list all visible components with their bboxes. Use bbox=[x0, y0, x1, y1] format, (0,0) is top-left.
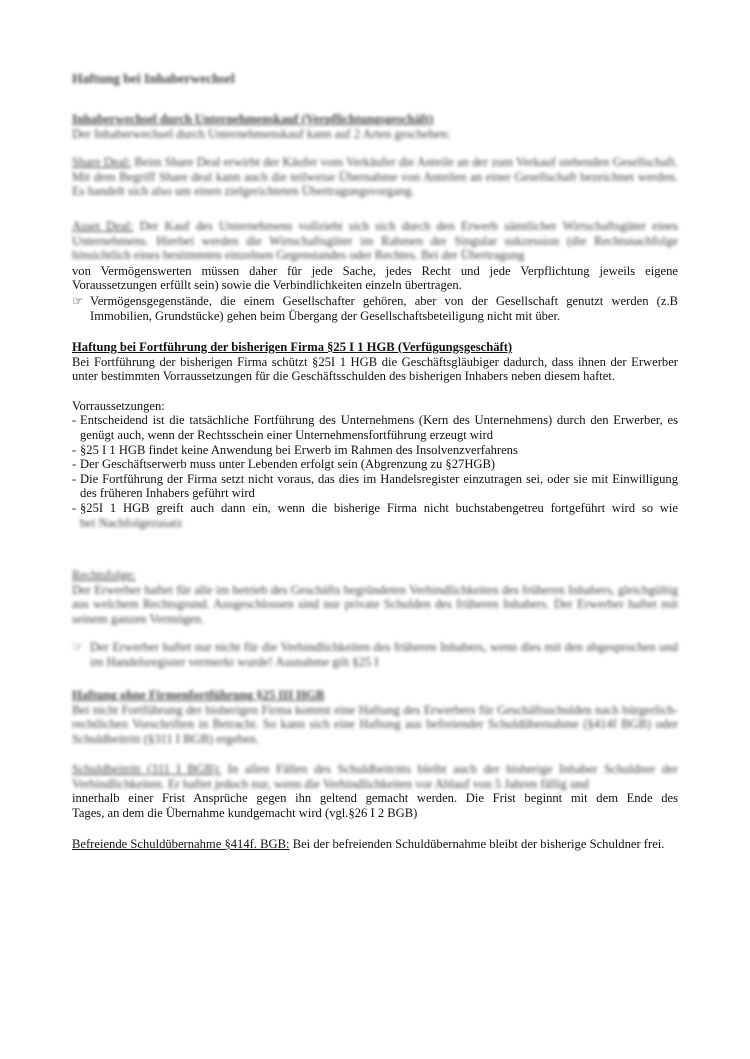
paragraph-line: Tages, an dem die Übernahme kundgemacht wird (vgl.§26 I 2 BGB) bbox=[72, 805, 418, 820]
asset-deal-paragraph bbox=[72, 219, 678, 323]
section-heading: Haftung ohne Firmenfortführung §25 III HGB bbox=[72, 688, 325, 702]
section-rechtsfolge bbox=[72, 568, 678, 670]
section-label: Rechtsfolge: bbox=[72, 568, 136, 582]
paragraph: Bei Fortführung der bisherigen Firma schützt §25I 1 HGB die Geschäftsgläubiger dadurch, dass ihnen der Erwerber unter bestimmten Vorraussetzungen für die Geschäftsschulden des bisherigen Inhabers neben diesem haftet. bbox=[72, 354, 678, 384]
term-label: Schuldbeitritt (311 I BGB): bbox=[72, 762, 221, 776]
list-item: - §25I 1 HGB greift auch dann ein, wenn die bisherige Firma nicht buchstabengetreu fortgeführt wird so wie bbox=[72, 500, 678, 515]
pointing-hand-icon: ☞ bbox=[72, 293, 84, 308]
paragraph-text: Der Kauf des Unternehmens vollzieht sich sich durch den Erwerb sämtlicher Wirtschaftsgüter eines Unternehmens. Hierbei werden die Wirtschaftsgüter im Rahmen der Singular sukzession (die Rechtsnachfolge hinsichtlich eines bestimmten einzelnen Gegenstandes oder Rechtes. Bei der Übertragung bbox=[72, 219, 679, 263]
list-item: - Die Fortführung der Firma setzt nicht voraus, das dies im Handelsregister einzutragen sei, oder sie mit Einwilligung des früheren Inhabers geführt wird bbox=[72, 471, 678, 501]
section-ohne-fortfuehrung bbox=[72, 688, 678, 746]
paragraph-line: innerhalb einer Frist Ansprüche gegen ihn geltend gemacht werden. Die Frist beginnt mit dem Ende des bbox=[72, 791, 678, 806]
schuldbeitritt-paragraph bbox=[72, 762, 678, 820]
paragraph: Der Erwerber haftet für alle im betrieb des Geschäfts begründeten Verbindlichkeiten des früheren Inhabers, gleichgültig aus welchem Rechtsgrund. Ausgeschlossen sind nur private Schulden des früheren Inhabers. Der Erwerber haftet mit seinem ganzen Vermögen. bbox=[72, 582, 678, 626]
list-item: - Entscheidend ist die tatsächliche Fortführung des Unternehmens (Kern des Unternehmens) durch den Erwerber, es genügt auch, wenn der Rechtsschein einer Unternehmensfortführung erzeugt wird bbox=[72, 413, 678, 442]
term-label: Befreiende Schuldübernahme §414f. BGB: bbox=[72, 837, 290, 851]
prereq-label: Vorraussetzungen: bbox=[72, 398, 165, 413]
paragraph-line: Voraussetzungen erfüllt sein) sowie die Verbindlichkeiten einzeln übertragen. bbox=[72, 278, 462, 293]
paragraph: Der Inhaberwechsel durch Unternehmenskauf kann auf 2 Arten geschehen: bbox=[72, 126, 451, 141]
note-item bbox=[72, 640, 678, 669]
section-heading: Inhaberwechsel durch Unternehmenskauf (Verpflichtungsgeschäft) bbox=[72, 112, 434, 126]
list-item: - Der Geschäftserwerb muss unter Lebenden erfolgt sein (Abgrenzung zu §27HGB) bbox=[72, 457, 496, 472]
note-text: Vermögensgegenstände, die einem Gesellschafter gehören, aber von der Gesellschaft genutzt werden (z.B Immobilien, Grundstücke) gehen beim Übergang der Gesellschaftsbeteiligung nicht mit über. bbox=[90, 293, 678, 323]
share-deal-paragraph bbox=[72, 155, 678, 199]
pointing-hand-icon: ☞ bbox=[72, 640, 84, 655]
term-label: Share Deal: bbox=[72, 155, 132, 169]
note-item bbox=[72, 294, 678, 323]
paragraph-text: Beim Share Deal erwirbt der Käufer vom Verkäufer die Anteile an der zum Verkauf stehenden Gesellschaft. Mit dem Begriff Share deal kann auch die teilweise Übernahme von Anteilen an einer Gesellschaft bezeichnet werden. Es handelt sich also um einen zielgerichteten Übertragungsvorgang. bbox=[72, 155, 678, 199]
paragraph-text: Bei der befreienden Schuldübernahme bleibt der bisherige Schuldner frei. bbox=[289, 837, 665, 851]
list-item: - §25 I 1 HGB findet keine Anwendung bei Erwerb im Rahmen des Insolvenzverfahrens bbox=[72, 442, 518, 457]
section-fortfuehrung bbox=[72, 340, 678, 530]
paragraph: Bei nicht Fortführung der bisherigen Firma kommt eine Haftung des Erwerbers für Geschäftsschulden nach bürgerlich-rechtlichen Vorschriften in Betracht. So kann sich eine Haftung aus befreiender Schuldübernahme (§414f BGB) oder Schuldbeitritt (§311 I BGB) ergeben. bbox=[72, 702, 678, 746]
doc-title: Haftung bei Inhaberwechsel bbox=[72, 71, 235, 86]
note-text: Der Erwerber haftet nur nicht für die Verbindlichkeiten des früheren Inhabers, wenn dies mit den abgesprochen und im Handelsregister vermerkt wurde! Ausnahme gilt §25 I bbox=[90, 640, 678, 669]
befreiende-schuldubernahme-paragraph bbox=[72, 837, 678, 852]
paragraph-line: von Vermögenswerten müssen daher für jede Sache, jedes Recht und jede Verpflichtung jeweils eigene bbox=[72, 263, 678, 278]
section-share-asset bbox=[72, 112, 678, 141]
term-label: Asset Deal: bbox=[72, 219, 134, 233]
list-item-continuation: bei Nachfolgezusatz bbox=[80, 515, 183, 530]
paragraph-text: In allen Fällen des Schuldbeitritts bleibt auch der bisherige Inhaber Schuldner der Verbindlichkeiten. Er haftet jedoch nur, wenn die Verbindlichkeiten vor Ablauf von 5 Jahren fällig und bbox=[72, 762, 678, 791]
section-heading: Haftung bei Fortführung der bisherigen Firma §25 I 1 HGB (Verfügungsgeschäft) bbox=[72, 340, 513, 354]
